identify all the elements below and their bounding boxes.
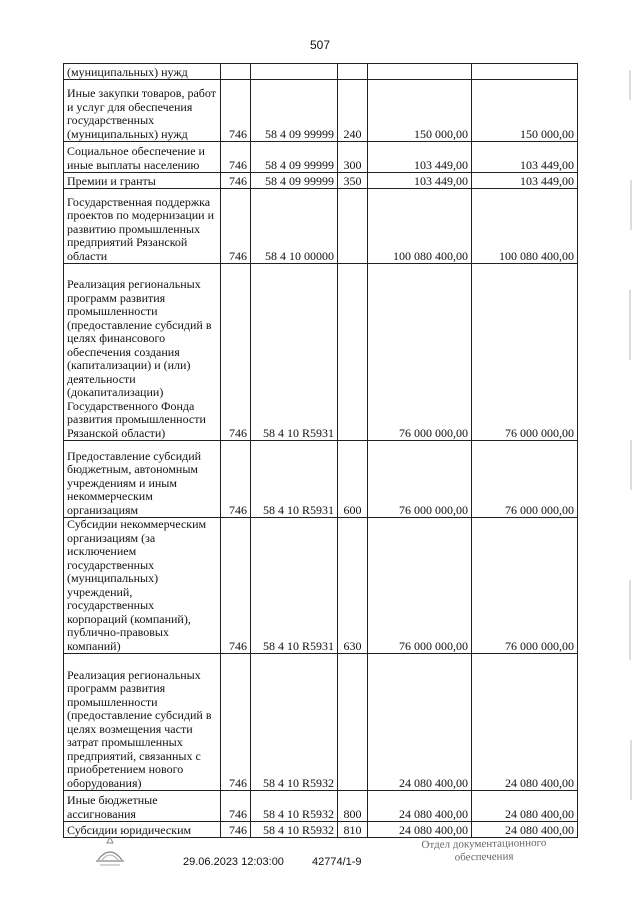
scan-margin-marks: [624, 60, 638, 840]
row-sum-2: 76 000 000,00: [472, 518, 578, 654]
page-number: 507: [309, 38, 331, 52]
row-vr: [338, 654, 368, 791]
row-ved: 746: [221, 822, 251, 838]
row-csr: [251, 64, 338, 80]
row-vr: [338, 264, 368, 441]
row-csr: 58 4 09 99999: [251, 173, 338, 189]
row-sum-2: 76 000 000,00: [472, 441, 578, 518]
row-name: (муниципальных) нужд: [64, 64, 221, 80]
table-row: [64, 518, 578, 654]
table-row: [64, 654, 578, 791]
row-ved: 746: [221, 173, 251, 189]
table-row: [64, 80, 578, 142]
row-sum-2: 150 000,00: [472, 80, 578, 142]
row-sum-1: 76 000 000,00: [368, 518, 472, 654]
row-csr: 58 4 09 99999: [251, 142, 338, 173]
row-sum-2: 100 080 400,00: [472, 189, 578, 264]
row-sum-1: [368, 64, 472, 80]
row-name: Социальное обеспечение и иные выплаты населению: [64, 142, 221, 173]
table-row: [64, 441, 578, 518]
stamp-line-2: обеспечения: [454, 850, 514, 864]
row-vr: 600: [338, 441, 368, 518]
row-vr: 300: [338, 142, 368, 173]
table-row: [64, 264, 578, 441]
row-name: Иные закупки товаров, работ и услуг для обеспечения государственных (муниципальных) нужд: [64, 80, 221, 142]
budget-table: [63, 63, 578, 838]
row-name: Реализация региональных программ развития промышленности (предоставление субсидий в целях финансового обеспечения создания (капитализации) и (или) деятельности (докапитализации) Государственного Фонда развития промышленности Рязанской области): [64, 264, 221, 441]
row-ved: 746: [221, 80, 251, 142]
row-name: Иные бюджетные ассигнования: [64, 791, 221, 822]
row-sum-1: 103 449,00: [368, 142, 472, 173]
row-csr: 58 4 10 R5931: [251, 441, 338, 518]
row-ved: 746: [221, 791, 251, 822]
row-ved: 746: [221, 654, 251, 791]
table-row: [64, 142, 578, 173]
row-vr: [338, 64, 368, 80]
row-csr: 58 4 10 00000: [251, 189, 338, 264]
row-sum-2: 103 449,00: [472, 173, 578, 189]
row-ved: 746: [221, 518, 251, 654]
row-vr: 810: [338, 822, 368, 838]
row-sum-2: 24 080 400,00: [472, 791, 578, 822]
row-sum-1: 76 000 000,00: [368, 264, 472, 441]
row-name: Государственная поддержка проектов по модернизации и развитию промышленных предприятий Рязанской области: [64, 189, 221, 264]
row-name: Реализация региональных программ развития промышленности (предоставление субсидий в целях возмещения части затрат промышленных предприятий, связанных с приобретением нового оборудования): [64, 654, 221, 791]
table-row: [64, 64, 578, 80]
row-ved: 746: [221, 189, 251, 264]
row-vr: 350: [338, 173, 368, 189]
row-sum-2: 76 000 000,00: [472, 264, 578, 441]
row-sum-1: 24 080 400,00: [368, 791, 472, 822]
department-stamp: [404, 837, 564, 866]
row-ved: 746: [221, 264, 251, 441]
row-sum-1: 24 080 400,00: [368, 822, 472, 838]
row-ved: 746: [221, 142, 251, 173]
row-sum-1: 24 080 400,00: [368, 654, 472, 791]
row-sum-1: 76 000 000,00: [368, 441, 472, 518]
row-csr: 58 4 10 R5932: [251, 654, 338, 791]
row-sum-2: 24 080 400,00: [472, 822, 578, 838]
row-name: Предоставление субсидий бюджетным, автономным учреждениям и иным некоммерческим организациям: [64, 441, 221, 518]
row-name: Премии и гранты: [64, 173, 221, 189]
row-ved: 746: [221, 441, 251, 518]
row-sum-1: 103 449,00: [368, 173, 472, 189]
table-row: [64, 173, 578, 189]
table-row: [64, 822, 578, 838]
row-vr: 240: [338, 80, 368, 142]
row-sum-1: 150 000,00: [368, 80, 472, 142]
row-name: Субсидии юридическим: [64, 822, 221, 838]
table-row: [64, 189, 578, 264]
row-sum-2: 103 449,00: [472, 142, 578, 173]
row-sum-1: 100 080 400,00: [368, 189, 472, 264]
row-vr: 800: [338, 791, 368, 822]
row-csr: 58 4 09 99999: [251, 80, 338, 142]
row-csr: 58 4 10 R5932: [251, 822, 338, 838]
footer-doc-number: 42774/1-9: [312, 856, 362, 868]
row-csr: 58 4 10 R5931: [251, 264, 338, 441]
row-sum-2: [472, 64, 578, 80]
row-vr: 630: [338, 518, 368, 654]
row-csr: 58 4 10 R5931: [251, 518, 338, 654]
table-row: [64, 791, 578, 822]
row-sum-2: 24 080 400,00: [472, 654, 578, 791]
emblem-logo: [92, 834, 128, 868]
row-csr: 58 4 10 R5932: [251, 791, 338, 822]
row-ved: [221, 64, 251, 80]
stamp-line-1: Отдел документационного: [421, 836, 547, 852]
footer-date: 29.06.2023 12:03:00: [183, 856, 284, 868]
row-vr: [338, 189, 368, 264]
row-name: Субсидии некоммерческим организациям (за исключением государственных (муниципальных) учреждений, государственных корпораций (компаний), публично-правовых компаний): [64, 518, 221, 654]
